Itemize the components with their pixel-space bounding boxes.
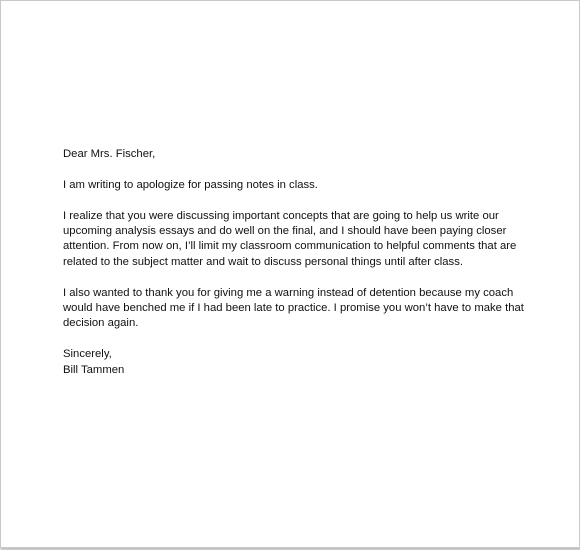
paragraph-3 xyxy=(63,286,533,332)
paragraph-line: I realize that you were discussing important concepts that are going to help us write our xyxy=(63,209,499,222)
closing-block xyxy=(63,347,533,378)
paragraph-line: I am writing to apologize for passing notes in class. xyxy=(63,178,318,191)
paragraph-1 xyxy=(63,178,533,193)
paragraph-2 xyxy=(63,209,533,271)
apology-letter xyxy=(63,147,533,393)
paragraph-line: upcoming analysis essays and do well on the final, and I should have been paying closer xyxy=(63,225,507,237)
paragraph-line: would have benched me if I had been late to practice. I promise you won’t have to make that xyxy=(63,302,524,315)
paragraph-line: decision again. xyxy=(63,317,139,330)
closing: Sincerely, xyxy=(63,348,112,361)
signature: Bill Tammen xyxy=(63,363,125,376)
paragraph-line: attention. From now on, I’ll limit my classroom communication to helpful comments that are xyxy=(63,240,517,253)
paragraph-line: I also wanted to thank you for giving me a warning instead of detention because my coach xyxy=(63,286,514,299)
salutation: Dear Mrs. Fischer, xyxy=(63,148,156,160)
paragraph-line: related to the subject matter and wait to discuss personal things until after class. xyxy=(63,255,463,268)
